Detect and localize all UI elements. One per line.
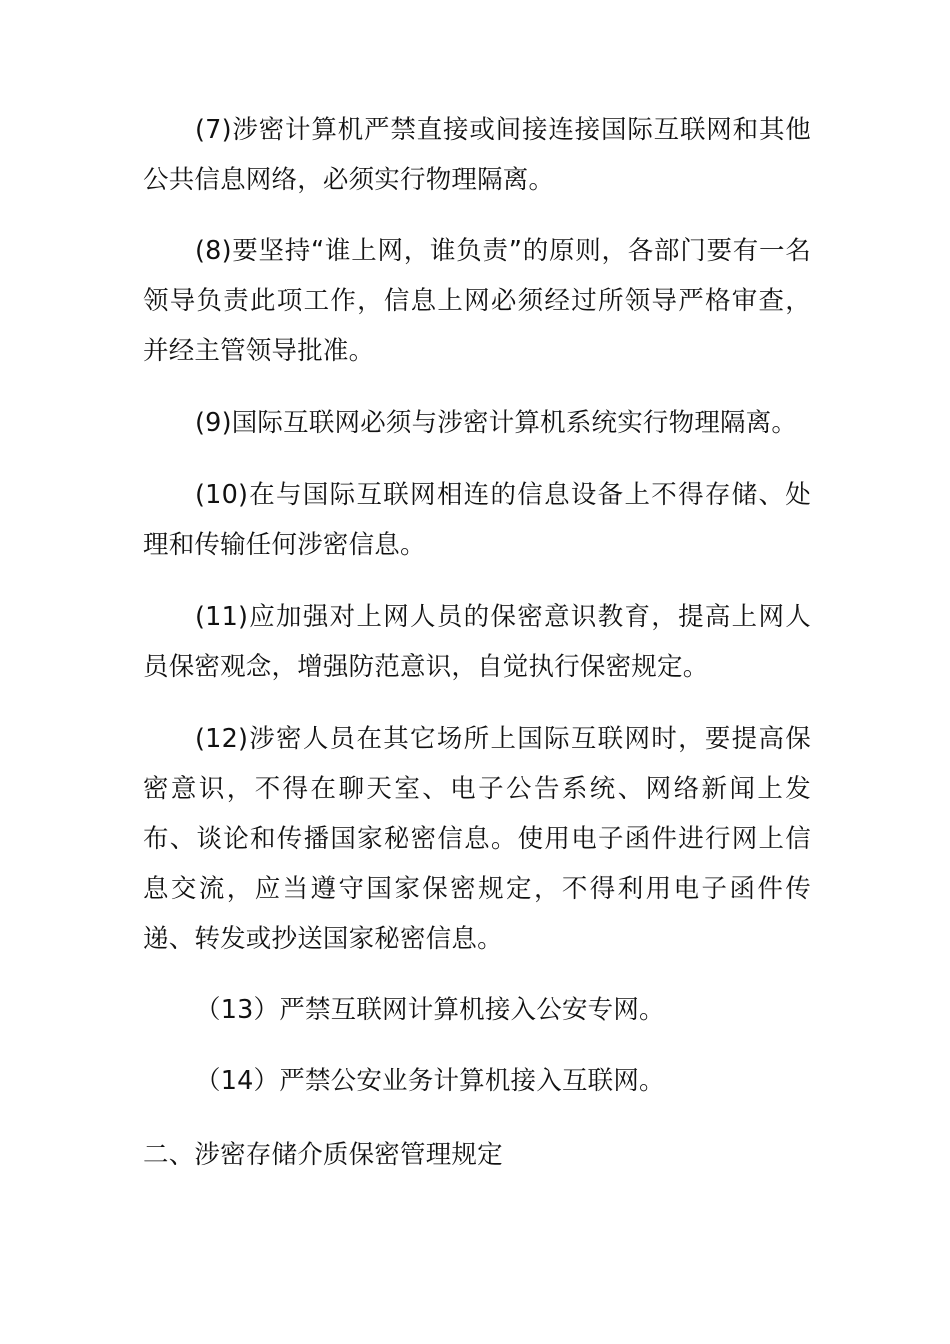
section-heading: 二、涉密存储介质保密管理规定 <box>143 1140 503 1170</box>
paragraph-7: (7)涉密计算机严禁直接或间接连接国际互联网和其他公共信息网络，必须实行物理隔离。 <box>143 115 811 195</box>
paragraph-14: （14）严禁公安业务计算机接入互联网。 <box>195 1066 665 1096</box>
paragraph-12: (12)涉密人员在其它场所上国际互联网时，要提高保密意识，不得在聊天室、电子公告系统、网络新闻上发布、谈论和传播国家秘密信息。使用电子函件进行网上信息交流，应当遵守国家保密规定，不得利用电子函件传递、转发或抄送国家秘密信息。 <box>143 724 811 954</box>
paragraph-10: (10)在与国际互联网相连的信息设备上不得存储、处理和传输任何涉密信息。 <box>143 480 811 560</box>
paragraph-11: (11)应加强对上网人员的保密意识教育，提高上网人员保密观念，增强防范意识，自觉执行保密规定。 <box>143 602 811 682</box>
paragraph-8: (8)要坚持“谁上网，谁负责”的原则，各部门要有一名领导负责此项工作，信息上网必须经过所领导严格审查，并经主管领导批准。 <box>143 236 811 366</box>
paragraph-9: (9)国际互联网必须与涉密计算机系统实行物理隔离。 <box>195 408 798 438</box>
paragraph-13: （13）严禁互联网计算机接入公安专网。 <box>195 995 665 1025</box>
